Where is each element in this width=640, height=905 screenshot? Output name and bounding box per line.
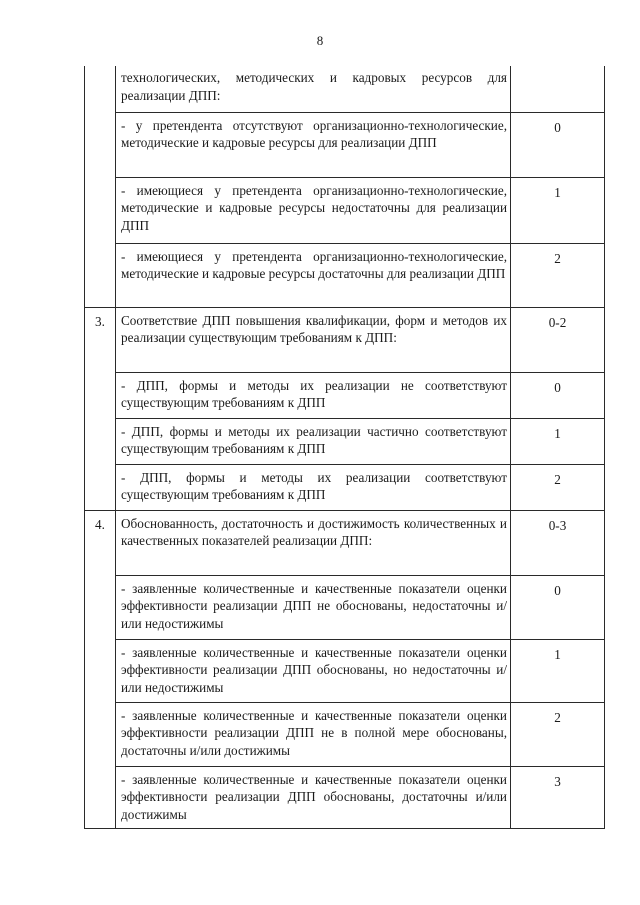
score-value: 0	[511, 575, 605, 639]
table-row	[85, 464, 605, 510]
row-number: 3.	[85, 307, 116, 372]
criterion-text: Обоснованность, достаточность и достижимость количественных и качественных показателей реализации ДПП:	[116, 510, 511, 575]
criterion-text: - заявленные количественные и качественные показатели оценки эффективности реализации ДПП обоснованы, достаточны и/или достижимы	[116, 766, 511, 829]
row-number	[85, 243, 116, 307]
score-value	[511, 66, 605, 112]
score-value: 1	[511, 418, 605, 464]
score-value: 2	[511, 702, 605, 766]
row-number: 4.	[85, 510, 116, 575]
criterion-text: Соответствие ДПП повышения квалификации, форм и методов их реализации существующим требованиям к ДПП:	[116, 307, 511, 372]
row-number	[85, 372, 116, 418]
table-row	[85, 372, 605, 418]
criteria-table	[84, 66, 605, 829]
row-number	[85, 702, 116, 766]
row-number	[85, 639, 116, 702]
score-value: 2	[511, 243, 605, 307]
row-number	[85, 177, 116, 243]
criterion-text: - имеющиеся у претендента организационно-технологические, методические и кадровые ресурсы достаточны для реализации ДПП	[116, 243, 511, 307]
score-value: 1	[511, 177, 605, 243]
score-value: 0-3	[511, 510, 605, 575]
table-row	[85, 177, 605, 243]
criterion-text: - ДПП, формы и методы их реализации не соответствуют существующим требованиям к ДПП	[116, 372, 511, 418]
criterion-text: - имеющиеся у претендента организационно-технологические, методические и кадровые ресурсы недостаточны для реализации ДПП	[116, 177, 511, 243]
page-number: 8	[316, 33, 324, 48]
table-row	[85, 307, 605, 372]
score-value: 0-2	[511, 307, 605, 372]
criterion-text: - заявленные количественные и качественные показатели оценки эффективности реализации ДПП обоснованы, но недостаточны и/или недостижимы	[116, 639, 511, 702]
criterion-text: технологических, методических и кадровых ресурсов для реализации ДПП:	[116, 66, 511, 112]
table-row	[85, 639, 605, 702]
table-row	[85, 510, 605, 575]
row-number	[85, 575, 116, 639]
row-number	[85, 418, 116, 464]
table-row	[85, 418, 605, 464]
score-value: 3	[511, 766, 605, 829]
criterion-text: - заявленные количественные и качественные показатели оценки эффективности реализации ДПП не обоснованы, недостаточны и/или недостижимы	[116, 575, 511, 639]
criterion-text: - ДПП, формы и методы их реализации частично соответствуют существующим требованиям к ДПП	[116, 418, 511, 464]
table-row	[85, 112, 605, 177]
row-number	[85, 766, 116, 829]
criterion-text: - заявленные количественные и качественные показатели оценки эффективности реализации ДПП не в полной мере обоснованы, достаточны и/или достижимы	[116, 702, 511, 766]
criterion-text: - ДПП, формы и методы их реализации соответствуют существующим требованиям к ДПП	[116, 464, 511, 510]
table-row	[85, 702, 605, 766]
table-row	[85, 575, 605, 639]
table-row	[85, 766, 605, 829]
table-row	[85, 66, 605, 112]
score-value: 2	[511, 464, 605, 510]
score-value: 0	[511, 372, 605, 418]
score-value: 1	[511, 639, 605, 702]
table-row	[85, 243, 605, 307]
row-number	[85, 112, 116, 177]
criterion-text: - у претендента отсутствуют организационно-технологические, методические и кадровые ресурсы для реализации ДПП	[116, 112, 511, 177]
score-value: 0	[511, 112, 605, 177]
row-number	[85, 66, 116, 112]
row-number	[85, 464, 116, 510]
